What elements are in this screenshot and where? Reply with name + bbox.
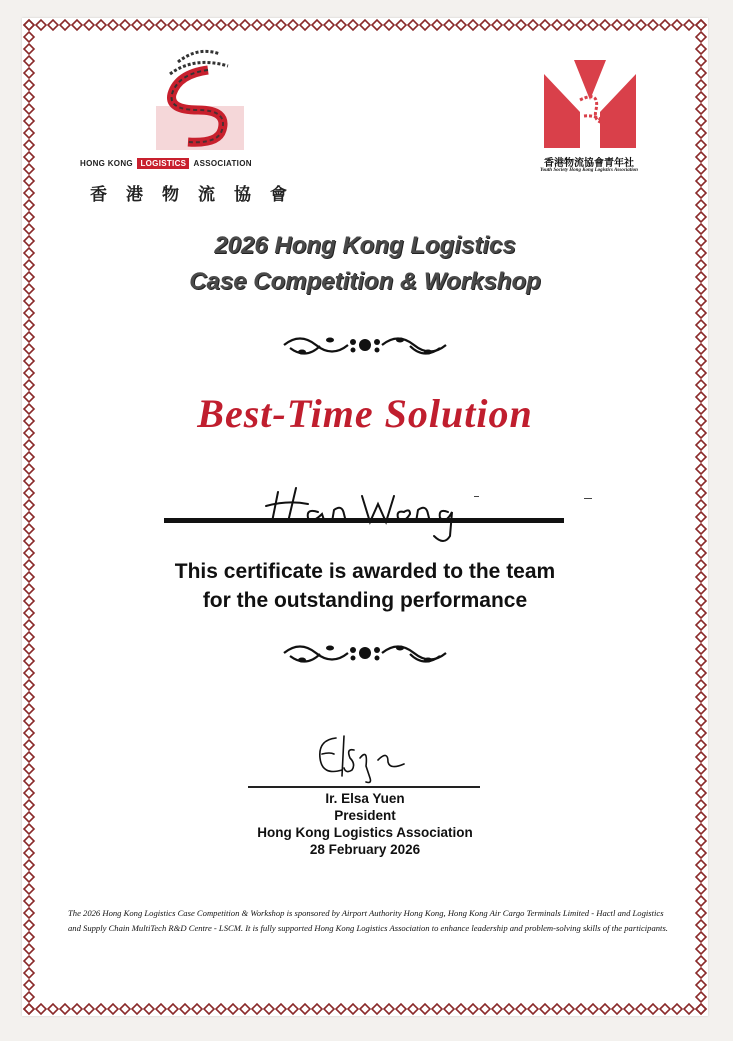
border-link xyxy=(24,308,34,318)
border-link xyxy=(492,1004,502,1014)
border-link xyxy=(180,1004,190,1014)
border-link xyxy=(252,20,262,30)
border-link xyxy=(696,884,706,894)
border-link xyxy=(612,20,622,30)
border-link xyxy=(696,164,706,174)
border-link xyxy=(696,920,706,930)
border-link xyxy=(24,344,34,354)
border-link xyxy=(336,1004,346,1014)
border-link xyxy=(696,464,706,474)
border-link xyxy=(120,1004,130,1014)
border-link xyxy=(588,1004,598,1014)
border-link xyxy=(696,692,706,702)
border-link xyxy=(696,932,706,942)
border-link xyxy=(696,92,706,102)
border-link xyxy=(24,464,34,474)
border-link xyxy=(204,1004,214,1014)
sponsor-footnote: The 2026 Hong Kong Logistics Case Competition & Workshop is sponsored by Airport Authority Hong Kong, Hong Kong Air Cargo Terminals Limited - Hactl and Logistics and Supply Chain MultiTech R&D Centre - LSCM. It is fully supported Hong Kong Logistics Association to enhance leadership and problem-solving skills of the participants. xyxy=(68,908,668,933)
border-link xyxy=(540,1004,550,1014)
border-link xyxy=(648,20,658,30)
border-link xyxy=(696,872,706,882)
border-link xyxy=(696,536,706,546)
border-link xyxy=(24,116,34,126)
border-link xyxy=(696,176,706,186)
border-link xyxy=(216,20,226,30)
border-link xyxy=(696,548,706,558)
border-right-ornament xyxy=(694,18,708,1016)
border-link xyxy=(24,320,34,330)
hkla-english-name xyxy=(80,158,320,169)
border-link xyxy=(24,632,34,642)
ink-mark xyxy=(474,496,479,497)
border-link xyxy=(552,20,562,30)
border-link xyxy=(696,716,706,726)
border-link xyxy=(396,20,406,30)
hkla-name-part: HONG KONG xyxy=(80,159,133,168)
border-link xyxy=(636,20,646,30)
border-link xyxy=(360,1004,370,1014)
border-link xyxy=(696,524,706,534)
border-link xyxy=(24,44,34,54)
border-link xyxy=(696,104,706,114)
hkla-emblem-icon xyxy=(148,44,248,152)
border-link xyxy=(696,332,706,342)
border-link xyxy=(660,20,670,30)
border-link xyxy=(696,356,706,366)
border-link xyxy=(24,452,34,462)
border-link xyxy=(372,1004,382,1014)
border-link xyxy=(696,308,706,318)
border-link xyxy=(696,944,706,954)
ink-mark xyxy=(584,498,592,499)
border-link xyxy=(24,1004,34,1014)
border-link xyxy=(96,1004,106,1014)
border-link xyxy=(24,704,34,714)
border-link xyxy=(696,860,706,870)
border-link xyxy=(696,1004,706,1014)
border-link xyxy=(696,368,706,378)
border-link xyxy=(600,1004,610,1014)
border-link xyxy=(36,20,46,30)
border-link xyxy=(348,1004,358,1014)
border-link xyxy=(84,20,94,30)
border-link xyxy=(696,968,706,978)
border-link xyxy=(432,1004,442,1014)
border-link xyxy=(24,548,34,558)
border-link xyxy=(252,1004,262,1014)
border-link xyxy=(24,188,34,198)
youth-society-emblem-icon xyxy=(534,60,644,152)
border-link xyxy=(72,1004,82,1014)
border-link xyxy=(24,20,34,30)
border-link xyxy=(24,176,34,186)
border-link xyxy=(312,1004,322,1014)
border-link xyxy=(696,668,706,678)
border-link xyxy=(144,1004,154,1014)
team-signature xyxy=(258,478,478,548)
border-link xyxy=(24,212,34,222)
border-link xyxy=(696,752,706,762)
border-link xyxy=(696,188,706,198)
border-link xyxy=(24,644,34,654)
border-link xyxy=(36,1004,46,1014)
border-link xyxy=(420,1004,430,1014)
border-link xyxy=(108,1004,118,1014)
border-link xyxy=(696,80,706,90)
border-link xyxy=(192,1004,202,1014)
border-link xyxy=(696,296,706,306)
border-link xyxy=(348,20,358,30)
border-link xyxy=(24,896,34,906)
border-link xyxy=(288,1004,298,1014)
signatory-name: Ir. Elsa Yuen xyxy=(325,791,405,806)
border-link xyxy=(24,884,34,894)
border-link xyxy=(24,680,34,690)
border-link xyxy=(24,128,34,138)
border-link xyxy=(24,728,34,738)
border-link xyxy=(516,20,526,30)
border-link xyxy=(24,104,34,114)
border-link xyxy=(696,488,706,498)
certificate-statement-line-2: for the outstanding performance xyxy=(202,589,528,612)
border-link xyxy=(24,476,34,486)
hkla-logo xyxy=(80,44,320,209)
border-link xyxy=(48,1004,58,1014)
border-link xyxy=(672,1004,682,1014)
border-link xyxy=(300,20,310,30)
border-link xyxy=(696,644,706,654)
border-link xyxy=(660,1004,670,1014)
border-link xyxy=(108,20,118,30)
border-link xyxy=(696,20,706,30)
border-link xyxy=(468,1004,478,1014)
border-link xyxy=(24,980,34,990)
border-link xyxy=(324,1004,334,1014)
border-link xyxy=(528,20,538,30)
border-link xyxy=(24,524,34,534)
border-link xyxy=(444,20,454,30)
border-link xyxy=(696,500,706,510)
border-link xyxy=(480,20,490,30)
border-link xyxy=(588,20,598,30)
flourish-ornament-icon xyxy=(280,330,450,360)
border-link xyxy=(192,20,202,30)
border-link xyxy=(24,440,34,450)
border-link xyxy=(24,668,34,678)
border-link xyxy=(696,140,706,150)
border-link xyxy=(696,740,706,750)
border-link xyxy=(372,20,382,30)
youth-society-english-name: Youth Society Hong Kong Logistics Association xyxy=(540,168,638,173)
team-signature-line xyxy=(164,518,564,523)
border-link xyxy=(696,476,706,486)
border-link xyxy=(696,680,706,690)
border-link xyxy=(48,20,58,30)
border-link xyxy=(24,380,34,390)
border-link xyxy=(288,20,298,30)
border-bottom-ornament xyxy=(22,1002,708,1016)
border-link xyxy=(24,620,34,630)
border-link xyxy=(24,140,34,150)
youth-society-logo xyxy=(534,60,644,190)
border-link xyxy=(144,20,154,30)
border-link xyxy=(360,20,370,30)
border-link xyxy=(156,1004,166,1014)
border-link xyxy=(264,20,274,30)
border-link xyxy=(552,1004,562,1014)
border-link xyxy=(600,20,610,30)
border-link xyxy=(24,332,34,342)
border-link xyxy=(24,908,34,918)
border-link xyxy=(696,764,706,774)
flourish-ornament-icon xyxy=(280,638,450,668)
border-link xyxy=(696,632,706,642)
border-link xyxy=(696,728,706,738)
border-link xyxy=(696,344,706,354)
border-link xyxy=(696,56,706,66)
border-link xyxy=(312,20,322,30)
border-link xyxy=(24,152,34,162)
border-link xyxy=(24,656,34,666)
border-link xyxy=(444,1004,454,1014)
border-link xyxy=(180,20,190,30)
hkla-name-part: ASSOCIATION xyxy=(193,159,252,168)
border-link xyxy=(60,20,70,30)
signatory-organization: Hong Kong Logistics Association xyxy=(257,825,473,840)
border-link xyxy=(504,1004,514,1014)
border-link xyxy=(492,20,502,30)
border-link xyxy=(228,1004,238,1014)
border-link xyxy=(696,32,706,42)
certificate xyxy=(22,18,708,1016)
border-link xyxy=(24,80,34,90)
border-link xyxy=(696,512,706,522)
border-link xyxy=(576,1004,586,1014)
border-link xyxy=(336,20,346,30)
border-link xyxy=(24,956,34,966)
border-link xyxy=(240,20,250,30)
border-link xyxy=(612,1004,622,1014)
border-link xyxy=(24,164,34,174)
border-link xyxy=(24,740,34,750)
event-title-line-1: 2026 Hong Kong Logistics xyxy=(214,232,516,259)
border-link xyxy=(576,20,586,30)
signatory-title: President xyxy=(334,808,396,823)
border-link xyxy=(564,20,574,30)
border-link xyxy=(24,944,34,954)
border-link xyxy=(468,20,478,30)
border-link xyxy=(504,20,514,30)
border-link xyxy=(396,1004,406,1014)
border-link xyxy=(636,1004,646,1014)
border-link xyxy=(672,20,682,30)
border-link xyxy=(696,908,706,918)
border-link xyxy=(24,920,34,930)
border-link xyxy=(228,20,238,30)
border-link xyxy=(624,1004,634,1014)
border-link xyxy=(216,1004,226,1014)
border-link xyxy=(276,1004,286,1014)
border-link xyxy=(648,1004,658,1014)
border-link xyxy=(24,56,34,66)
border-link xyxy=(696,320,706,330)
border-link xyxy=(24,992,34,1002)
border-link xyxy=(204,20,214,30)
border-link xyxy=(24,860,34,870)
youth-society-chinese-name: 香港物流協會青年社 xyxy=(544,158,634,169)
border-top-ornament xyxy=(22,18,708,32)
border-link xyxy=(696,980,706,990)
border-link xyxy=(24,536,34,546)
hkla-name-boxed: LOGISTICS xyxy=(137,158,189,169)
border-link xyxy=(696,212,706,222)
border-link xyxy=(120,20,130,30)
border-link xyxy=(696,704,706,714)
border-link xyxy=(456,20,466,30)
border-link xyxy=(684,20,694,30)
hkla-chinese-name: 香港物流協會 xyxy=(90,185,306,205)
border-link xyxy=(696,68,706,78)
border-link xyxy=(456,1004,466,1014)
border-link xyxy=(168,1004,178,1014)
border-link xyxy=(696,896,706,906)
border-link xyxy=(564,1004,574,1014)
border-link xyxy=(24,368,34,378)
border-link xyxy=(132,20,142,30)
border-link xyxy=(696,44,706,54)
president-signature-line xyxy=(248,786,480,788)
border-link xyxy=(432,20,442,30)
president-signature xyxy=(308,730,418,788)
border-link xyxy=(96,20,106,30)
border-link xyxy=(240,1004,250,1014)
border-left-ornament xyxy=(22,18,36,1016)
border-link xyxy=(24,968,34,978)
border-link xyxy=(24,500,34,510)
border-link xyxy=(168,20,178,30)
border-link xyxy=(696,200,706,210)
border-link xyxy=(24,872,34,882)
border-link xyxy=(24,752,34,762)
border-link xyxy=(156,20,166,30)
border-link xyxy=(516,1004,526,1014)
border-link xyxy=(24,512,34,522)
border-link xyxy=(24,764,34,774)
border-link xyxy=(24,200,34,210)
border-link xyxy=(684,1004,694,1014)
border-link xyxy=(696,452,706,462)
border-link xyxy=(24,692,34,702)
border-link xyxy=(696,116,706,126)
border-link xyxy=(276,20,286,30)
border-link xyxy=(696,620,706,630)
border-link xyxy=(24,32,34,42)
border-link xyxy=(696,380,706,390)
border-link xyxy=(24,68,34,78)
border-link xyxy=(324,20,334,30)
border-link xyxy=(24,776,34,786)
border-link xyxy=(696,956,706,966)
border-link xyxy=(72,20,82,30)
border-link xyxy=(264,1004,274,1014)
border-link xyxy=(696,152,706,162)
border-link xyxy=(696,440,706,450)
border-link xyxy=(24,296,34,306)
border-link xyxy=(696,776,706,786)
border-link xyxy=(300,1004,310,1014)
border-link xyxy=(84,1004,94,1014)
border-link xyxy=(24,92,34,102)
border-link xyxy=(420,20,430,30)
event-title-line-2: Case Competition & Workshop xyxy=(189,268,541,295)
border-link xyxy=(384,1004,394,1014)
award-title: Best-Time Solution xyxy=(197,391,533,436)
border-link xyxy=(696,992,706,1002)
border-link xyxy=(384,20,394,30)
border-link xyxy=(24,932,34,942)
border-link xyxy=(480,1004,490,1014)
border-link xyxy=(60,1004,70,1014)
border-link xyxy=(24,356,34,366)
border-link xyxy=(696,128,706,138)
border-link xyxy=(624,20,634,30)
border-link xyxy=(408,20,418,30)
border-link xyxy=(132,1004,142,1014)
border-link xyxy=(528,1004,538,1014)
border-link xyxy=(408,1004,418,1014)
border-link xyxy=(24,488,34,498)
border-link xyxy=(696,656,706,666)
certificate-statement-line-1: This certificate is awarded to the team xyxy=(174,560,556,583)
certificate-date: 28 February 2026 xyxy=(309,842,421,857)
border-link xyxy=(24,716,34,726)
border-link xyxy=(540,20,550,30)
